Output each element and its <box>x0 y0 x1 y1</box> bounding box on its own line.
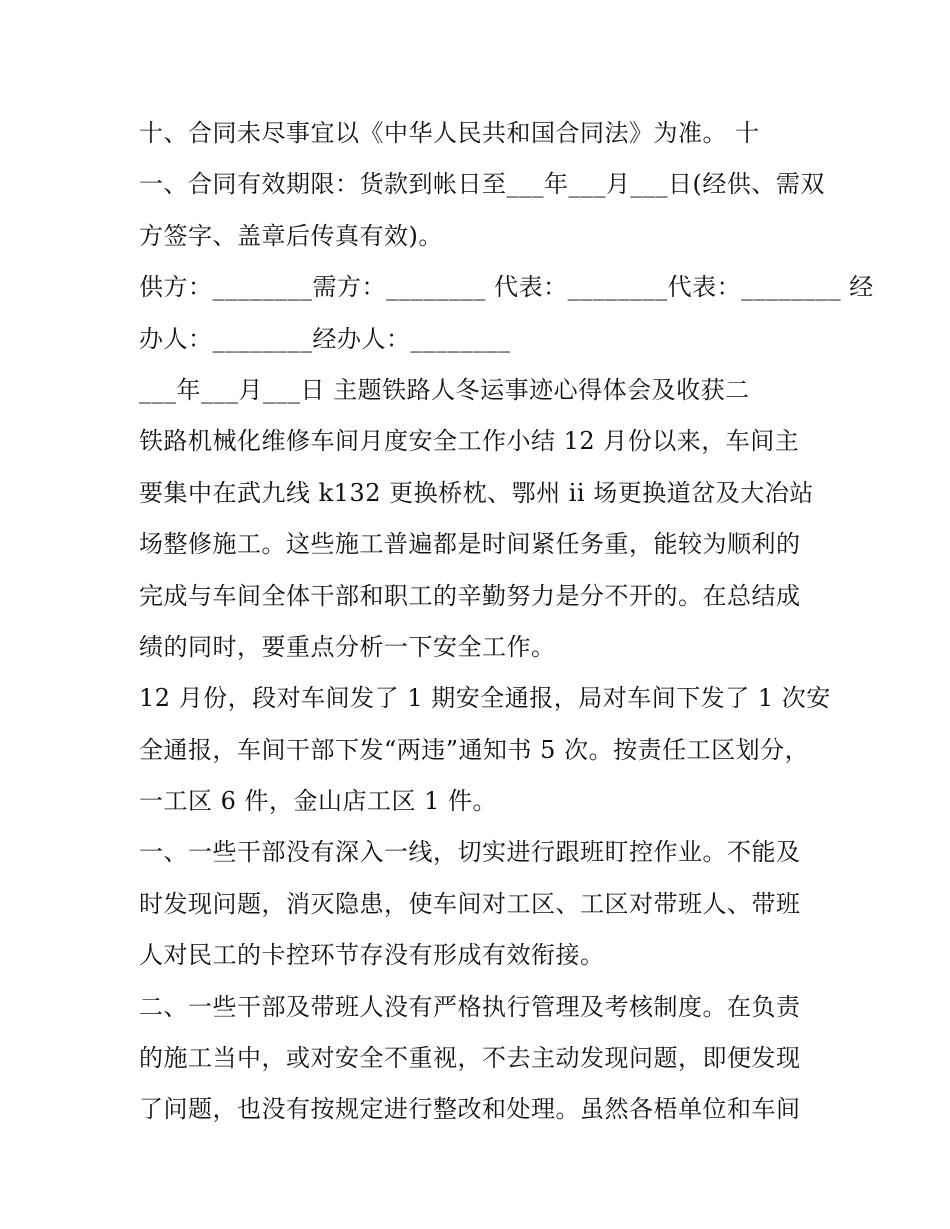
text-line: 一、合同有效期限：货款到帐日至___年___月___日(经供、需双 <box>139 170 825 199</box>
text-line: 了问题，也没有按规定进行整改和处理。虽然各梧单位和车间 <box>139 1095 801 1124</box>
text-line: 要集中在武九线 k132 更换桥枕、鄂州 ii 场更换道岔及大冶站 <box>139 478 814 507</box>
text-line: 供方：________需方：________ 代表：________代表：________ 经 <box>139 273 874 302</box>
text-line: ___年___月___日 主题铁路人冬运事迹心得体会及收获二 <box>139 375 750 404</box>
text-line: 时发现问题，消灭隐患，使车间对工区、工区对带班人、带班 <box>139 889 801 918</box>
text-line: 办人：________经办人：________ <box>139 324 511 353</box>
text-line: 方签字、盖章后传真有效)。 <box>139 221 443 250</box>
text-line: 完成与车间全体干部和职工的辛勤努力是分不开的。在总结成 <box>139 581 801 610</box>
text-line: 的施工当中，或对安全不重视，不去主动发现问题，即便发现 <box>139 1044 801 1073</box>
text-line: 人对民工的卡控环节存没有形成有效衔接。 <box>139 941 605 970</box>
text-line: 铁路机械化维修车间月度安全工作小结 12 月份以来，车间主 <box>139 427 800 456</box>
text-line: 全通报，车间干部下发“两违”通知书 5 次。按责任工区划分， <box>139 735 810 764</box>
text-line: 绩的同时，要重点分析一下安全工作。 <box>139 632 556 661</box>
text-line: 十、合同未尽事宜以《中华人民共和国合同法》为准。 十 <box>139 119 760 147</box>
text-line: 一、一些干部没有深入一线，切实进行跟班盯控作业。不能及 <box>139 838 801 867</box>
text-line: 场整修施工。这些施工普遍都是时间紧任务重，能较为顺利的 <box>139 530 801 559</box>
text-line: 一工区 6 件，金山店工区 1 件。 <box>139 787 498 816</box>
text-line: 12 月份，段对车间发了 1 期安全通报，局对车间下发了 1 次安 <box>139 684 831 713</box>
document-body <box>139 108 874 1136</box>
text-line: 二、一些干部及带班人没有严格执行管理及考核制度。在负责 <box>139 992 801 1021</box>
